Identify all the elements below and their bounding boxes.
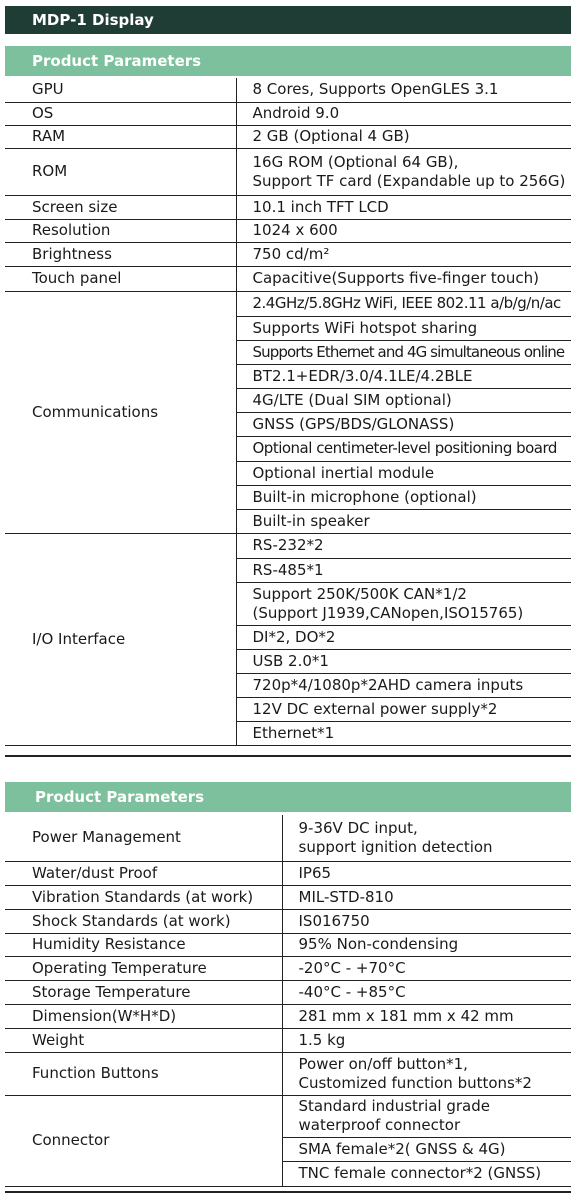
param-value: 95% Non-condensing: [282, 933, 571, 956]
param-label: Resolution: [5, 219, 236, 242]
param-value: TNC female connector*2 (GNSS): [282, 1161, 571, 1186]
table-2-bottom-rule: [5, 1191, 571, 1193]
section-2-header: Product Parameters: [5, 782, 571, 812]
param-value: 1024 x 600: [236, 219, 571, 242]
param-value: SMA female*2( GNSS & 4G): [282, 1137, 571, 1161]
param-label: RAM: [5, 125, 236, 148]
table-row: [5, 195, 571, 219]
param-value: 281 mm x 181 mm x 42 mm: [282, 1004, 571, 1028]
param-label: Operating Temperature: [5, 956, 282, 980]
table-row: [5, 815, 571, 861]
param-value: 16G ROM (Optional 64 GB), Support TF card (Expandable up to 256G): [236, 148, 571, 195]
param-value: GNSS (GPS/BDS/GLONASS): [236, 412, 571, 436]
param-value: Power on/off button*1, Customized function buttons*2: [282, 1052, 571, 1095]
param-value: Supports Ethernet and 4G simultaneous online: [236, 340, 571, 364]
table-row: [5, 980, 571, 1004]
table-row: [5, 148, 571, 195]
param-label: Vibration Standards (at work): [5, 885, 282, 909]
table-row: [5, 1004, 571, 1028]
param-label: Touch panel: [5, 266, 236, 291]
table-row: [5, 1095, 571, 1137]
param-value: 12V DC external power supply*2: [236, 697, 571, 721]
param-value: MIL-STD-810: [282, 885, 571, 909]
page-title: MDP-1 Display: [5, 6, 571, 34]
param-value: IP65: [282, 861, 571, 885]
table-row: [5, 125, 571, 148]
param-value: Support 250K/500K CAN*1/2 (Support J1939,CANopen,ISO15765): [236, 582, 571, 625]
param-value: RS-232*2: [236, 533, 571, 558]
param-value: Built-in microphone (optional): [236, 485, 571, 509]
param-label: OS: [5, 102, 236, 125]
param-value: 4G/LTE (Dual SIM optional): [236, 388, 571, 412]
param-value: 2 GB (Optional 4 GB): [236, 125, 571, 148]
param-value: -40°C - +85°C: [282, 980, 571, 1004]
specs-table-2: [5, 815, 571, 1187]
param-value: Supports WiFi hotspot sharing: [236, 316, 571, 340]
param-value: 2.4GHz/5.8GHz WiFi, IEEE 802.11 a/b/g/n/ac: [236, 291, 571, 316]
table-row: [5, 933, 571, 956]
table-row: [5, 291, 571, 316]
param-value: 10.1 inch TFT LCD: [236, 195, 571, 219]
param-value: Optional centimeter-level positioning board: [236, 436, 571, 461]
param-label: Shock Standards (at work): [5, 909, 282, 933]
param-label: GPU: [5, 78, 236, 102]
param-label: Weight: [5, 1028, 282, 1052]
table-row: [5, 266, 571, 291]
param-label: Water/dust Proof: [5, 861, 282, 885]
param-value: DI*2, DO*2: [236, 625, 571, 649]
table-row: [5, 219, 571, 242]
param-label: Function Buttons: [5, 1052, 282, 1095]
param-value: USB 2.0*1: [236, 649, 571, 673]
param-label: Storage Temperature: [5, 980, 282, 1004]
param-label: ROM: [5, 148, 236, 195]
param-label: Humidity Resistance: [5, 933, 282, 956]
table-row: [5, 909, 571, 933]
param-value: Capacitive(Supports five-finger touch): [236, 266, 571, 291]
param-value: RS-485*1: [236, 558, 571, 582]
table-1-bottom-rule: [5, 755, 571, 757]
table-row: [5, 78, 571, 102]
param-value: -20°C - +70°C: [282, 956, 571, 980]
param-value: Android 9.0: [236, 102, 571, 125]
table-row: [5, 1052, 571, 1095]
specs-table-1: [5, 78, 571, 746]
param-value: Built-in speaker: [236, 509, 571, 533]
param-value: 1.5 kg: [282, 1028, 571, 1052]
table-row: [5, 885, 571, 909]
param-label: Dimension(W*H*D): [5, 1004, 282, 1028]
param-label: I/O Interface: [5, 533, 236, 745]
table-row: [5, 242, 571, 266]
param-value: Ethernet*1: [236, 721, 571, 745]
param-value: IS016750: [282, 909, 571, 933]
param-label: Connector: [5, 1095, 282, 1186]
param-label: Screen size: [5, 195, 236, 219]
param-value: Standard industrial grade waterproof connector: [282, 1095, 571, 1137]
param-label: Communications: [5, 291, 236, 533]
param-label: Brightness: [5, 242, 236, 266]
param-value: BT2.1+EDR/3.0/4.1LE/4.2BLE: [236, 364, 571, 388]
param-value: 720p*4/1080p*2AHD camera inputs: [236, 673, 571, 697]
param-label: Power Management: [5, 815, 282, 861]
table-row: [5, 956, 571, 980]
table-row: [5, 533, 571, 558]
param-value: 750 cd/m²: [236, 242, 571, 266]
param-value: 9-36V DC input, support ignition detection: [282, 815, 571, 861]
param-value: Optional inertial module: [236, 461, 571, 485]
table-row: [5, 861, 571, 885]
table-row: [5, 102, 571, 125]
param-value: 8 Cores, Supports OpenGLES 3.1: [236, 78, 571, 102]
section-1-header: Product Parameters: [5, 46, 571, 76]
table-row: [5, 1028, 571, 1052]
